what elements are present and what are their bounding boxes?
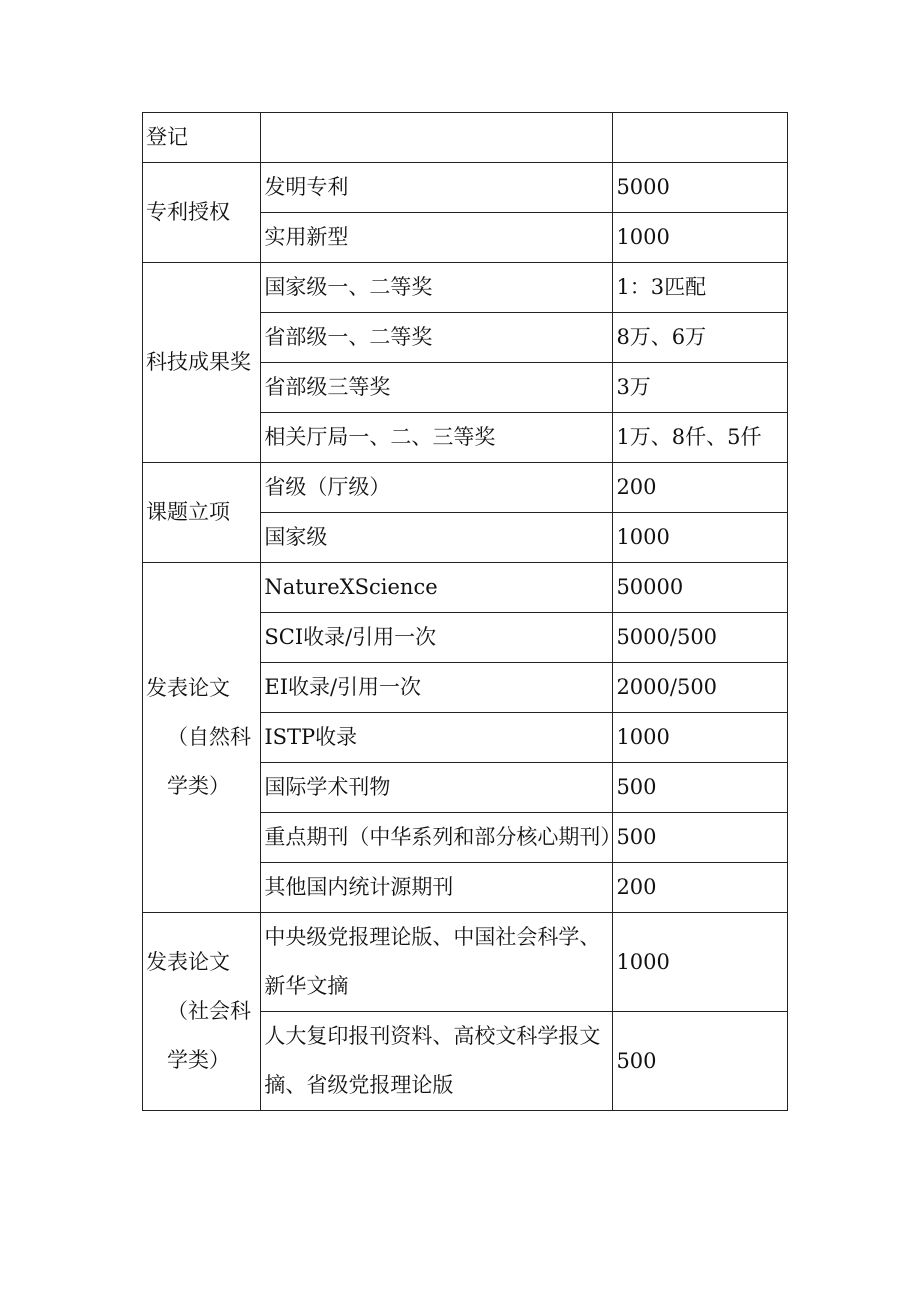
item-cell: 实用新型 (261, 213, 613, 263)
item-cell: 省级（厅级） (261, 463, 613, 513)
value-cell: 500 (613, 1012, 788, 1111)
item-cell: 国家级 (261, 513, 613, 563)
item-cell: 国家级一、二等奖 (261, 263, 613, 313)
value-cell: 1000 (613, 513, 788, 563)
value-cell (613, 113, 788, 163)
item-cell: 国际学术刊物 (261, 763, 613, 813)
item-cell: 其他国内统计源期刊 (261, 863, 613, 913)
item-cell: SCI收录/引用一次 (261, 613, 613, 663)
award-table (142, 112, 788, 1111)
table-row (143, 463, 788, 513)
value-cell: 1万、8仟、5仟 (613, 413, 788, 463)
value-cell: 3万 (613, 363, 788, 413)
table-row (143, 563, 788, 613)
value-cell: 500 (613, 813, 788, 863)
category-cell: 登记 (143, 113, 261, 163)
value-cell: 200 (613, 463, 788, 513)
category-cell (143, 563, 261, 913)
item-cell: ISTP收录 (261, 713, 613, 763)
item-cell: 中央级党报理论版、中国社会科学、新华文摘 (261, 913, 613, 1012)
item-cell: 省部级一、二等奖 (261, 313, 613, 363)
value-cell: 200 (613, 863, 788, 913)
item-cell (261, 113, 613, 163)
category-cell: 课题立项 (143, 463, 261, 563)
value-cell: 1000 (613, 713, 788, 763)
value-cell: 1000 (613, 913, 788, 1012)
value-cell: 2000/500 (613, 663, 788, 713)
item-cell: 重点期刊（中华系列和部分核心期刊） (261, 813, 613, 863)
item-cell: 省部级三等奖 (261, 363, 613, 413)
category-line: 发表论文 (146, 950, 230, 974)
category-cell: 科技成果奖 (143, 263, 261, 463)
value-cell: 5000 (613, 163, 788, 213)
category-cell: 专利授权 (143, 163, 261, 263)
item-cell: EI收录/引用一次 (261, 663, 613, 713)
item-cell: NatureXScience (261, 563, 613, 613)
table-row (143, 913, 788, 1012)
value-cell: 8万、6万 (613, 313, 788, 363)
table-row (143, 163, 788, 213)
item-cell: 人大复印报刊资料、高校文科学报文摘、省级党报理论版 (261, 1012, 613, 1111)
category-cell (143, 913, 261, 1111)
table-row (143, 113, 788, 163)
value-cell: 500 (613, 763, 788, 813)
category-line: 发表论文 (146, 676, 230, 700)
value-cell: 1：3匹配 (613, 263, 788, 313)
value-cell: 1000 (613, 213, 788, 263)
item-cell: 相关厅局一、二、三等奖 (261, 413, 613, 463)
category-line: （自然科学类） (167, 725, 251, 798)
category-line: （社会科学类） (167, 999, 251, 1072)
value-cell: 50000 (613, 563, 788, 613)
table-row (143, 263, 788, 313)
value-cell: 5000/500 (613, 613, 788, 663)
item-cell: 发明专利 (261, 163, 613, 213)
